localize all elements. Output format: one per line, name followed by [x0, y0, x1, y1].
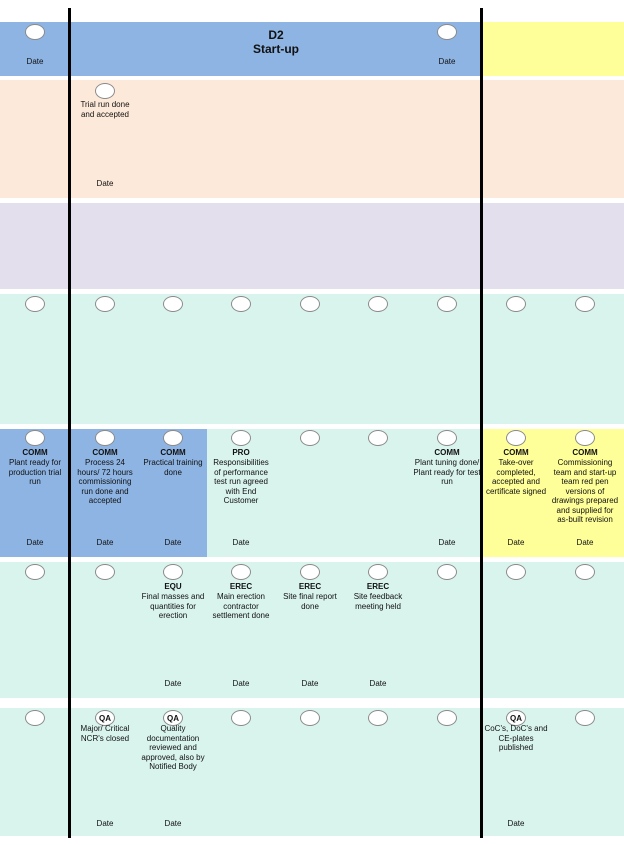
- milestone-date: Date: [96, 819, 114, 828]
- milestone-date: Date: [369, 679, 387, 688]
- milestone-circle: [95, 296, 115, 312]
- milestone-department: COMM: [160, 448, 186, 457]
- milestone-department: COMM: [92, 448, 118, 457]
- phase-name: Start-up: [253, 42, 299, 56]
- milestone-circle: [300, 710, 320, 726]
- mint-band-1: [0, 294, 624, 424]
- milestone-circle: [368, 564, 388, 580]
- milestone-department: EREC: [366, 582, 390, 591]
- header-date-left: Date: [26, 57, 44, 66]
- milestone-description: Process 24 hours/ 72 hours commissioning run done and accepted: [77, 458, 133, 505]
- milestone-department: EREC: [229, 582, 253, 591]
- header-date-right: Date: [438, 57, 456, 66]
- milestone-date: Date: [164, 538, 182, 547]
- phase-code: D2: [268, 28, 284, 42]
- milestone-description: Main erection contractor settlement done: [212, 592, 270, 620]
- milestone-circle: [368, 710, 388, 726]
- milestone-circle: [25, 710, 45, 726]
- milestone-date: Date: [232, 538, 250, 547]
- milestone-date: Date: [96, 538, 114, 547]
- milestone-circle: [231, 564, 251, 580]
- milestone-circle: [231, 430, 251, 446]
- milestone-circle: [25, 430, 45, 446]
- milestone-circle: [506, 296, 526, 312]
- milestone-department: COMM: [22, 448, 48, 457]
- milestone-circle: [575, 296, 595, 312]
- header-milestone-circle-right: [437, 24, 457, 40]
- lavender-band: [0, 203, 624, 289]
- milestone-circle: [368, 296, 388, 312]
- milestone-date: Date: [164, 679, 182, 688]
- milestone-department: QA: [167, 714, 179, 723]
- milestone-description: Commissioning team and start-up team red pen versions of drawings prepared and supplied for as-built revision: [551, 458, 619, 524]
- milestone-description: Final masses and quantities for erection: [141, 592, 205, 620]
- milestone-date: Date: [576, 538, 594, 547]
- milestone-description: CoC's, DoC's and CE-plates published: [484, 724, 548, 752]
- milestone-date: Date: [507, 819, 525, 828]
- milestone-circle: [437, 296, 457, 312]
- phase-start-line: [68, 8, 71, 838]
- milestone-circle: [25, 564, 45, 580]
- milestone-description: Plant ready for production trial run: [8, 458, 62, 486]
- milestone-circle: [95, 430, 115, 446]
- milestone-department: EREC: [298, 582, 322, 591]
- milestone-date: Date: [438, 538, 456, 547]
- milestone-circle: [300, 296, 320, 312]
- milestone-circle: [231, 710, 251, 726]
- milestone-description: Trial run done and accepted: [80, 100, 130, 119]
- milestone-circle: [163, 564, 183, 580]
- milestone-date: Date: [301, 679, 319, 688]
- milestone-description: Responsibilities of performance test run agreed with End Customer: [213, 458, 269, 505]
- milestone-date: Date: [26, 538, 44, 547]
- milestone-department: EQU: [164, 582, 182, 591]
- milestone-description: Site feedback meeting held: [353, 592, 403, 611]
- milestone-circle: [437, 564, 457, 580]
- milestone-description: Take-over completed, accepted and certificate signed: [485, 458, 547, 496]
- milestone-circle: [25, 296, 45, 312]
- milestone-circle: [231, 296, 251, 312]
- milestone-circle: [437, 710, 457, 726]
- milestone-department: COMM: [503, 448, 529, 457]
- milestone-circle: [575, 710, 595, 726]
- milestone-circle: [575, 430, 595, 446]
- milestone-department: QA: [510, 714, 522, 723]
- milestone-date: Date: [232, 679, 250, 688]
- milestone-circle: [506, 564, 526, 580]
- milestone-circle: [575, 564, 595, 580]
- milestone-description: Quality documentation reviewed and approved, also by Notified Body: [141, 724, 205, 771]
- milestone-department: COMM: [572, 448, 598, 457]
- milestone-circle: [300, 430, 320, 446]
- milestone-circle: [368, 430, 388, 446]
- milestone-description: Practical training done: [143, 458, 203, 477]
- milestone-circle: [437, 430, 457, 446]
- milestone-circle: [95, 564, 115, 580]
- milestone-circle: [163, 296, 183, 312]
- milestone-circle: [300, 564, 320, 580]
- milestone-circle: [506, 430, 526, 446]
- header-yellow-cell: [483, 22, 624, 76]
- milestone-circle: [163, 430, 183, 446]
- milestone-description: Site final report done: [283, 592, 337, 611]
- milestone-department: QA: [99, 714, 111, 723]
- header-milestone-circle-left: [25, 24, 45, 40]
- milestone-date: Date: [164, 819, 182, 828]
- milestone-circle: [95, 83, 115, 99]
- milestone-department: PRO: [232, 448, 250, 457]
- milestone-description: Major/ Critical NCR's closed: [80, 724, 130, 743]
- milestone-description: Plant tuning done/ Plant ready for test run: [413, 458, 481, 486]
- milestone-department: COMM: [434, 448, 460, 457]
- milestone-date: Date: [96, 179, 114, 188]
- milestone-date: Date: [507, 538, 525, 547]
